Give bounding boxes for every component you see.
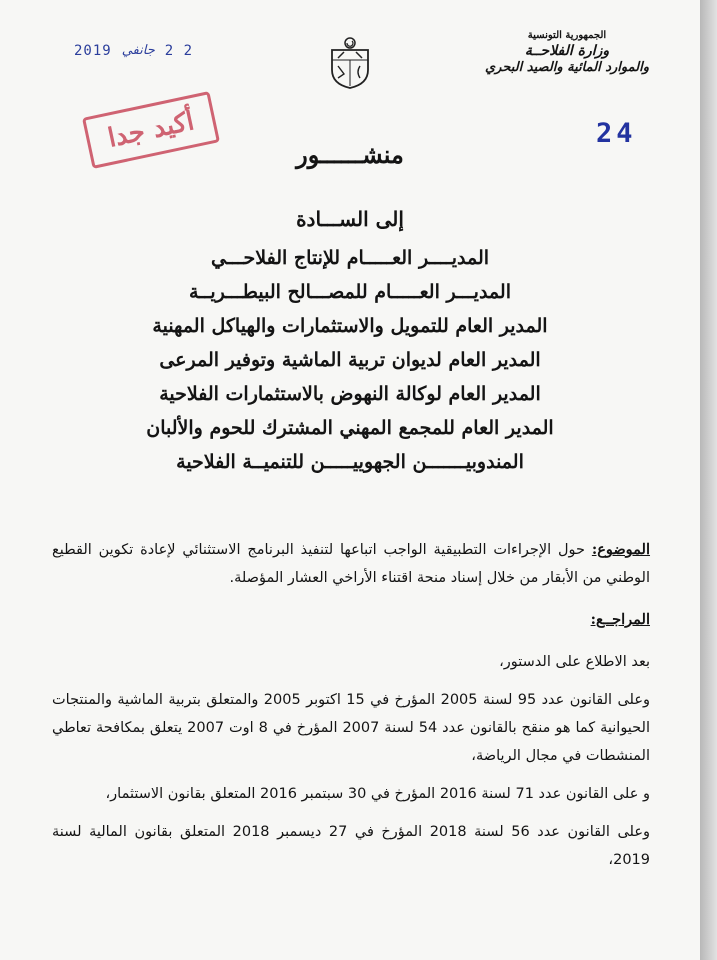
- addressee-line: المدير العام للتمويل والاستثمارات والهياكل المهنية: [152, 315, 548, 337]
- addressee-line: المديـــر العـــــام للمصـــالح البيطـــريــة: [189, 281, 511, 303]
- circular-number: 24: [596, 118, 637, 149]
- date-year: 2019: [74, 43, 112, 59]
- reference-paragraph: بعد الاطلاع على الدستور،: [499, 654, 650, 670]
- reference-paragraph: وعلى القانون عدد 56 لسنة 2018 المؤرخ في 27 ديسمبر 2018 المتعلق بقانون المالية لسنة 2019،: [52, 824, 650, 868]
- reference-paragraph: و على القانون عدد 71 لسنة 2016 المؤرخ في 30 سبتمبر 2016 المتعلق بقانون الاستثمار،: [105, 786, 650, 802]
- addressees-intro: إلى الســـادة: [296, 207, 404, 231]
- date-stamp: [74, 43, 193, 59]
- addressee-line: المدير العام لديوان تربية الماشية وتوفير المرعى: [159, 349, 541, 371]
- republic-label: الجمهورية التونسية: [527, 30, 607, 41]
- document-body: [52, 536, 650, 874]
- document-title: منشــــــور: [296, 140, 404, 169]
- ministry-name-line2: والموارد المائية والصيد البحري: [484, 60, 649, 75]
- addressees-block: [0, 207, 700, 479]
- addressee-line: المدير العام لوكالة النهوض بالاستثمارات الفلاحية: [159, 383, 541, 405]
- subject-text: حول الإجراءات التطبيقية الواجب اتباعها لتنفيذ البرنامج الاستثنائي لإعادة تكوين القطيع الوطني من الأبقار من خلال إسناد منحة اقتناء الأراخي العشار المؤصلة.: [52, 542, 650, 586]
- subject-paragraph: [52, 536, 650, 592]
- ministry-header: [482, 30, 652, 75]
- addressee-line: المديــــر العـــــام للإنتاج الفلاحـــي: [210, 247, 490, 269]
- references-heading: [52, 606, 650, 634]
- tunisia-emblem-icon: [326, 36, 374, 90]
- addressee-line: المندوبيـــــــن الجهوييـــــن للتنميــة الفلاحية: [176, 451, 524, 473]
- ministry-name-line1: وزارة الفلاحــة: [524, 43, 610, 59]
- subject-label: الموضوع:: [591, 541, 651, 558]
- urgent-stamp: أكيد جدا: [82, 91, 220, 169]
- reference-paragraph: وعلى القانون عدد 95 لسنة 2005 المؤرخ في 15 اكتوبر 2005 والمتعلق بتربية الماشية والمنتجات الحيوانية كما هو منقح بالقانون عدد 54 لسنة 2007 المؤرخ في 8 اوت 2007 يتعلق بمكافحة تعاطي المنشطات في مجال الرياضة،: [52, 692, 650, 764]
- references-label: المراجــع:: [590, 611, 650, 628]
- date-day: 2 2: [164, 43, 194, 59]
- addressee-line: المدير العام للمجمع المهني المشترك للحوم والألبان: [146, 417, 554, 439]
- scan-edge: [700, 0, 717, 960]
- date-month: جانفي: [121, 43, 155, 58]
